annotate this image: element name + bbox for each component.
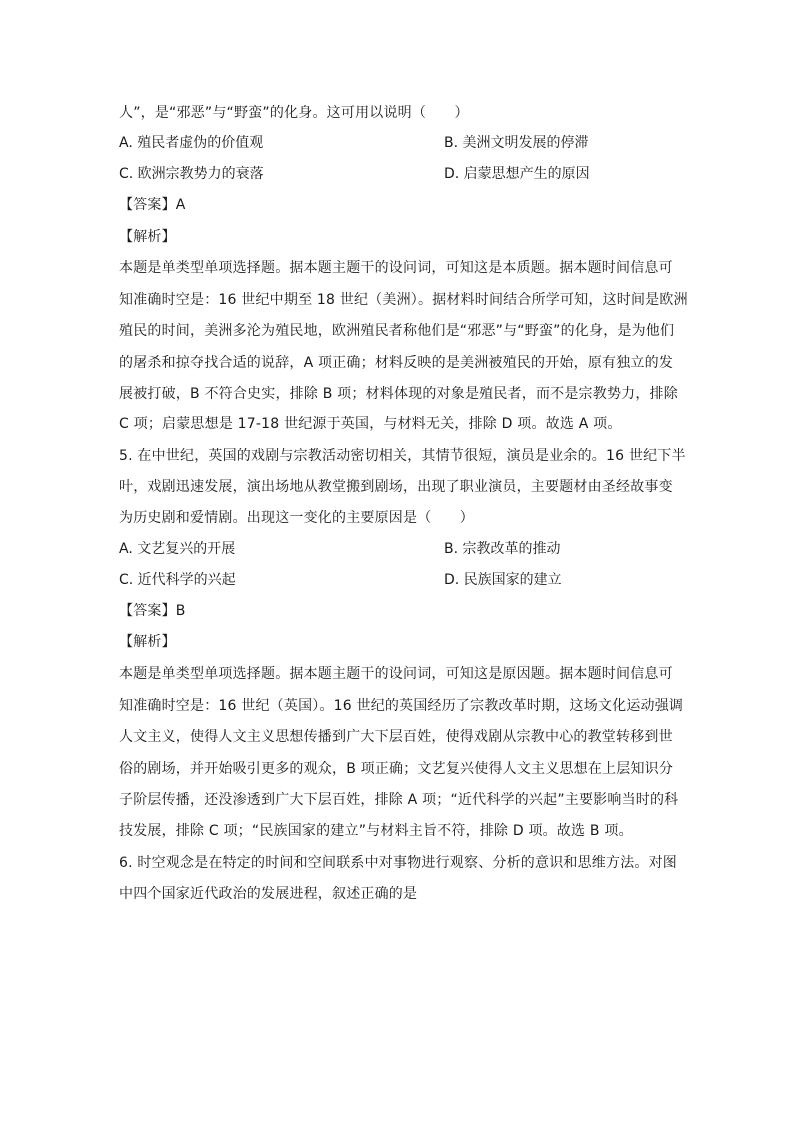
q5-analysis-line: 技发展，排除 C 项；“民族国家的建立”与材料主旨不符，排除 D 项。故选 B 项。 bbox=[119, 823, 633, 839]
q4-stem-tail: 人”，是“邪恶”与“野蛮”的化身。这可用以说明（ ） bbox=[119, 105, 469, 121]
q5-analysis-line: 子阶层传播，还没渗透到广大下层百姓，排除 A 项；“近代科学的兴起”主要影响当时的科 bbox=[119, 792, 679, 808]
q5-stem-line: 为历史剧和爱情剧。出现这一变化的主要原因是（ ） bbox=[119, 510, 474, 526]
q5-option-a: A. 文艺复兴的开展 bbox=[119, 541, 236, 557]
q4-answer: 【答案】A bbox=[119, 197, 186, 213]
q4-analysis-line: 殖民的时间，美洲多沦为殖民地，欧洲殖民者称他们是“邪恶”与“野蛮”的化身，是为他们 bbox=[119, 323, 675, 339]
q5-analysis-line: 俗的剧场，并开始吸引更多的观众，B 项正确；文艺复兴使得人文主义思想在上层知识分 bbox=[119, 761, 674, 777]
q4-analysis-line: 的屠杀和掠夺找合适的说辞，A 项正确；材料反映的是美洲被殖民的开始，原有独立的发 bbox=[119, 355, 674, 371]
q4-analysis-line: 展被打破，B 不符合史实，排除 B 项；材料体现的对象是殖民者，而不是宗教势力，排除 bbox=[119, 386, 678, 402]
q5-analysis-line: 人文主义，使得人文主义思想传播到广大下层百姓，使得戏剧从宗教中心的教堂转移到世 bbox=[119, 729, 673, 745]
q5-analysis-line: 本题是单类型单项选择题。据本题主题干的设问词，可知这是原因题。据本题时间信息可 bbox=[119, 666, 673, 682]
q4-analysis-line: 知准确时空是：16 世纪中期至 18 世纪（美洲）。据材料时间结合所学可知，这时间是欧洲 bbox=[119, 292, 688, 308]
q5-analysis-label: 【解析】 bbox=[119, 634, 176, 650]
q5-answer: 【答案】B bbox=[119, 603, 186, 619]
q4-option-b: B. 美洲文明发展的停滞 bbox=[444, 135, 589, 151]
q5-option-c: C. 近代科学的兴起 bbox=[119, 572, 236, 588]
q4-analysis-line: 本题是单类型单项选择题。据本题主题干的设问词，可知这是本质题。据本题时间信息可 bbox=[119, 260, 673, 276]
q5-stem-line: 叶，戏剧迅速发展，演出场地从教堂搬到剧场，出现了职业演员，主要题材由圣经故事变 bbox=[119, 479, 673, 495]
q5-stem-line: 5. 在中世纪，英国的戏剧与宗教活动密切相关，其情节很短，演员是业余的。16 世纪下半 bbox=[119, 448, 686, 464]
q4-option-d: D. 启蒙思想产生的原因 bbox=[444, 166, 590, 182]
q4-option-c: C. 欧洲宗教势力的衰落 bbox=[119, 166, 264, 182]
q4-analysis-label: 【解析】 bbox=[119, 229, 176, 245]
q4-option-a: A. 殖民者虚伪的价值观 bbox=[119, 135, 264, 151]
q5-option-b: B. 宗教改革的推动 bbox=[444, 541, 561, 557]
q6-stem-line: 6. 时空观念是在特定的时间和空间联系中对事物进行观察、分析的意识和思维方法。对图 bbox=[119, 855, 678, 871]
q5-option-d: D. 民族国家的建立 bbox=[444, 572, 562, 588]
q4-analysis-line: C 项；启蒙思想是 17-18 世纪源于英国，与材料无关，排除 D 项。故选 A 项。 bbox=[119, 416, 622, 432]
q5-analysis-line: 知准确时空是：16 世纪（英国）。16 世纪的英国经历了宗教改革时期，这场文化运动强调 bbox=[119, 698, 684, 714]
q6-stem-line: 中四个国家近代政治的发展进程，叙述正确的是 bbox=[119, 886, 418, 902]
